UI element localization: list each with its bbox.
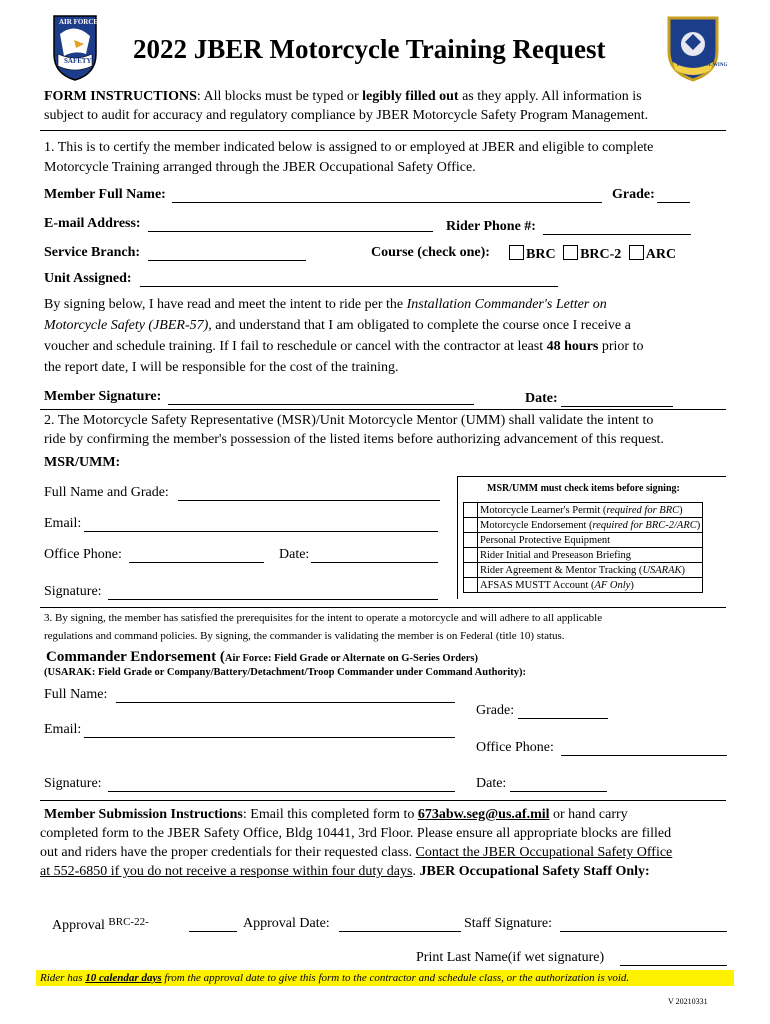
checklist-title: MSR/UMM must check items before signing: (487, 483, 680, 494)
checklist-checkbox[interactable] (464, 548, 478, 563)
section2-line1: 2. The Motorcycle Safety Representative (MSR)/Unit Motorcycle Mentor (UMM) shall validate the intent to (44, 413, 654, 428)
member-signature-field[interactable] (168, 404, 474, 405)
cmd-grade-field[interactable] (518, 718, 608, 719)
checklist-item-label: Rider Initial and Preseason Briefing (478, 548, 703, 563)
rider-phone-label: Rider Phone #: (446, 219, 536, 234)
commander-endorsement-heading: Commander Endorsement (Air Force: Field Grade or Alternate on G-Series Orders) (46, 649, 478, 665)
673d-air-base-wing-logo: 673d AIR BASE WING (665, 16, 721, 82)
checklist-row (464, 518, 703, 533)
checklist-checkbox[interactable] (464, 503, 478, 518)
cmd-date-label: Date: (476, 776, 507, 791)
member-signature-label: Member Signature: (44, 389, 162, 404)
unit-assigned-label: Unit Assigned: (44, 271, 132, 286)
cmd-email-label: Email: (44, 722, 82, 737)
email-field[interactable] (148, 231, 433, 232)
checklist-row (464, 563, 703, 578)
msr-full-name-field[interactable] (178, 500, 440, 501)
service-branch-field[interactable] (148, 260, 306, 261)
submission-instructions: Member Submission Instructions: Email this completed form to 673abw.seg@us.af.mil or hand carry completed form to the JBER Safety Office, Bldg 10441, 3rd Floor. Please ensure all appropriate blocks are filled out and riders have the proper credentials for their requested class. Contact the JBER Occupational Safety Office at 552-6850 if you do not receive a response within four duty days. JBER Occupational Safety Staff Only: (40, 807, 673, 879)
msr-date-field[interactable] (311, 562, 438, 563)
approval-date-field[interactable] (339, 931, 461, 932)
air-force-safety-logo: AIR FORCE SAFETY (50, 14, 100, 82)
checklist-item-label: AFSAS MUSTT Account (AF Only) (478, 578, 703, 593)
divider (40, 800, 726, 801)
course-brc2-checkbox[interactable] (563, 245, 578, 260)
course-brc-checkbox[interactable] (509, 245, 524, 260)
print-name-field[interactable] (620, 965, 727, 966)
divider (40, 409, 726, 410)
cmd-full-name-field[interactable] (116, 702, 455, 703)
checklist-row (464, 548, 703, 563)
course-arc-checkbox[interactable] (629, 245, 644, 260)
cmd-date-field[interactable] (510, 791, 607, 792)
msr-signature-label: Signature: (44, 584, 102, 599)
checklist-row (464, 578, 703, 593)
member-date-label: Date: (525, 391, 558, 406)
member-date-field[interactable] (561, 406, 673, 407)
approval-date-label: Approval Date: (243, 916, 330, 931)
msr-full-name-label: Full Name and Grade: (44, 485, 169, 500)
course-options: BRC BRC-2 ARC (509, 245, 676, 263)
unit-assigned-field[interactable] (140, 286, 558, 287)
approval-number-field[interactable] (189, 931, 237, 932)
checklist-row (464, 533, 703, 548)
checklist-checkbox[interactable] (464, 518, 478, 533)
email-label: E-mail Address: (44, 216, 141, 231)
form-instructions-line2: subject to audit for accuracy and regulatory compliance by JBER Motorcycle Safety Program Management. (44, 108, 649, 123)
cmd-office-phone-field[interactable] (561, 755, 727, 756)
commander-usarak-note: (USARAK: Field Grade or Company/Battery/Detachment/Troop Commander under Command Authority): (44, 667, 527, 678)
msr-office-phone-label: Office Phone: (44, 547, 122, 562)
msr-signature-field[interactable] (108, 599, 438, 600)
checklist-item-label: Motorcycle Endorsement (required for BRC-2/ARC) (478, 518, 703, 533)
checklist-item-label: Rider Agreement & Mentor Tracking (USARAK) (478, 563, 703, 578)
grade-field[interactable] (657, 202, 690, 203)
course-label: Course (check one): (371, 245, 490, 260)
checklist-item-label: Personal Protective Equipment (478, 533, 703, 548)
member-name-label: Member Full Name: (44, 187, 166, 202)
checklist-checkbox[interactable] (464, 563, 478, 578)
cmd-grade-label: Grade: (476, 703, 515, 718)
msr-email-label: Email: (44, 516, 82, 531)
checklist-checkbox[interactable] (464, 578, 478, 593)
submission-email-link[interactable]: 673abw.seg@us.af.mil (417, 807, 550, 822)
cmd-signature-field[interactable] (108, 791, 455, 792)
section3-line1: 3. By signing, the member has satisfied the prerequisites for the intent to operate a motorcycle and will adhere to all applicable (44, 612, 603, 624)
rider-phone-field[interactable] (543, 234, 691, 235)
acknowledgement-paragraph: By signing below, I have read and meet the intent to ride per the Installation Commander's Letter on Motorcycle Safety (JBER-57), and understand that I am obligated to complete the course once I receive a voucher and schedule training. If I fail to reschedule or cancel with the contractor at least 48 hours prior to the report date, I will be responsible for the cost of the training. (44, 297, 644, 375)
approval-label: Approval $^{BRC-22-}$ (52, 916, 149, 933)
msr-date-label: Date: (279, 547, 310, 562)
cmd-signature-label: Signature: (44, 776, 102, 791)
msr-office-phone-field[interactable] (129, 562, 264, 563)
grade-label: Grade: (612, 187, 655, 202)
member-name-field[interactable] (172, 202, 602, 203)
section2-line2: ride by confirming the member's possession of the listed items before authorizing advancement of this request. (44, 432, 664, 447)
section1-line1: 1. This is to certify the member indicated below is assigned to or employed at JBER and eligible to complete (44, 140, 654, 155)
rider-validity-note: Rider has 10 calendar days from the approval date to give this form to the contractor and schedule class, or the authorization is void. (36, 970, 734, 986)
print-name-label: Print Last Name(if wet signature) (416, 950, 605, 965)
staff-signature-field[interactable] (560, 931, 727, 932)
msr-checklist (463, 502, 703, 593)
checklist-item-label: Motorcycle Learner's Permit (required for BRC) (478, 503, 703, 518)
cmd-full-name-label: Full Name: (44, 687, 108, 702)
cmd-office-phone-label: Office Phone: (476, 740, 554, 755)
divider (40, 130, 726, 131)
cmd-email-field[interactable] (84, 737, 455, 738)
form-instructions: FORM INSTRUCTIONS: All blocks must be typed or legibly filled out as they apply. All information is (44, 89, 642, 104)
section1-line2: Motorcycle Training arranged through the JBER Occupational Safety Office. (44, 160, 476, 175)
staff-signature-label: Staff Signature: (464, 916, 553, 931)
divider (40, 607, 726, 608)
msr-umm-heading: MSR/UMM: (44, 455, 121, 470)
checklist-row (464, 503, 703, 518)
checklist-checkbox[interactable] (464, 533, 478, 548)
version-label: V 20210331 (668, 997, 708, 1006)
page-title: 2022 JBER Motorcycle Training Request (133, 34, 606, 64)
section3-line2: regulations and command policies. By signing, the commander is validating the member is on Federal (title 10) status. (44, 630, 565, 642)
msr-email-field[interactable] (84, 531, 438, 532)
service-branch-label: Service Branch: (44, 245, 141, 260)
